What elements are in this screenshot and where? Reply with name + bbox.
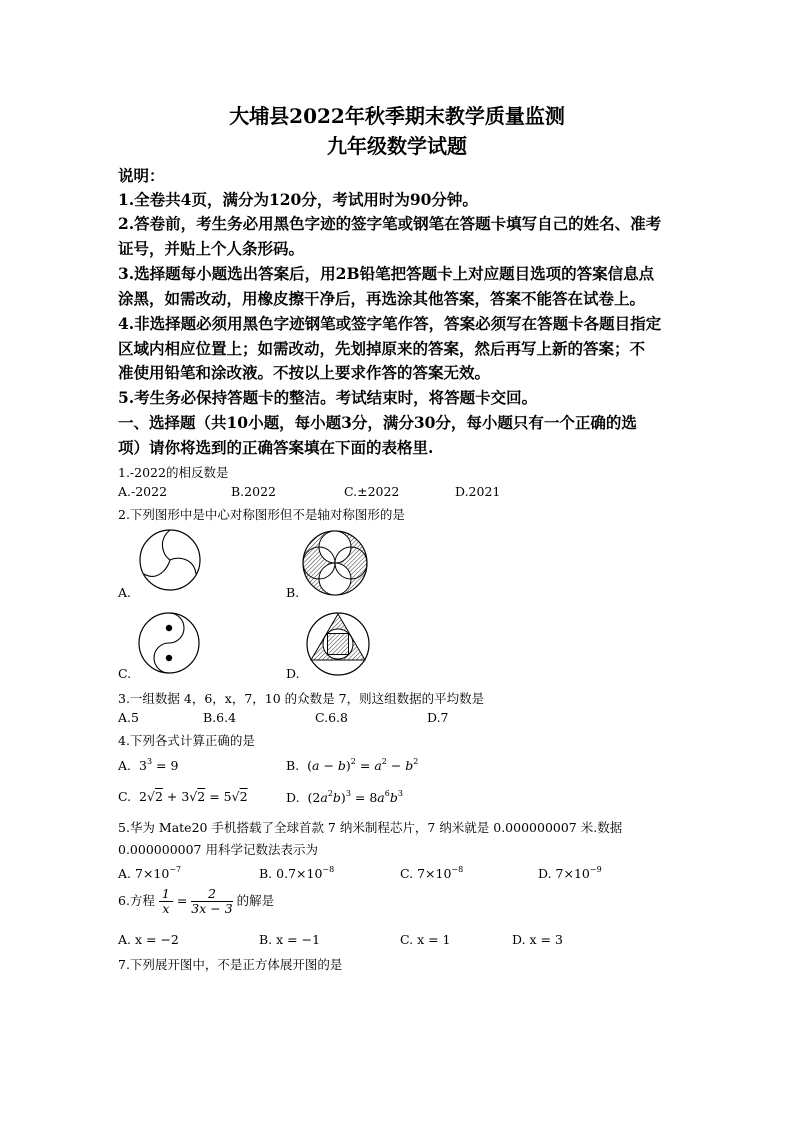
- q4-option-d-formula: $(2a^2b)^3 = 8a^6b^3$: [303, 789, 403, 805]
- section1-line-2: 项）请你将选到的正确答案填在下面的表格里.: [118, 438, 434, 457]
- q4-option-c-label: C.: [118, 789, 132, 804]
- q2-label-a: A.: [118, 585, 132, 600]
- instruction-line-2a: 2.答卷前，考生务必用黑色字迹的签字笔或钢笔在答题卡填写自己的姓名、准考: [118, 214, 662, 233]
- instruction-line-4b: 区域内相应位置上；如需改动，先划掉原来的答案，然后再写上新的答案；不: [118, 339, 646, 358]
- q3-stem: 3.一组数据 4，6，x，7，10 的众数是 7，则这组数据的平均数是: [118, 691, 485, 706]
- q6-option-a: A. x = −2: [118, 932, 179, 947]
- q6-rhs-fraction: [191, 887, 232, 916]
- q2-figure-b: [300, 528, 370, 598]
- q6-stem-prefix: 6.方程: [118, 893, 155, 908]
- q1-stem: 1.-2022的相反数是: [118, 465, 229, 480]
- q5-option-d-exp: −9: [589, 865, 602, 874]
- q5-option-b-label: B.: [259, 866, 273, 881]
- q6-option-c: C. x = 1: [400, 932, 451, 947]
- q4-option-b-label: B.: [286, 758, 300, 773]
- q6-lhs-denominator: x: [162, 901, 170, 916]
- q5-option-a-label: A.: [118, 866, 132, 881]
- q5-option-a-base: 7×10: [135, 866, 170, 881]
- instruction-line-5: 5.考生务必保持答题卡的整洁。考试结束时，将答题卡交回。: [118, 388, 538, 407]
- instruction-line-3a: 3.选择题每小题选出答案后，用2B铅笔把答题卡上对应题目选项的答案信息点: [118, 264, 655, 283]
- q6-lhs-fraction: [159, 887, 173, 916]
- q6-option-b: B. x = −1: [259, 932, 321, 947]
- q3-option-b: B.6.4: [203, 710, 237, 725]
- q5-option-b: [259, 865, 334, 881]
- q1-option-c: C.±2022: [344, 484, 400, 499]
- q4-option-c: [118, 789, 248, 804]
- q4-option-d-label: D.: [286, 790, 300, 805]
- instruction-line-1: 1.全卷共4页，满分为120分，考试用时为90分钟。: [118, 190, 478, 209]
- q5-stem-line-2: 0.000000007 用科学记数法表示为: [118, 842, 318, 857]
- q1-option-a: A.-2022: [118, 484, 168, 499]
- q5-option-c: [400, 865, 463, 881]
- q5-option-c-exp: −8: [451, 865, 464, 874]
- q2-label-b: B.: [286, 585, 300, 600]
- q2-figure-d: [304, 610, 372, 678]
- q4-option-c-formula: 2√2 + 3√2 = 5√2: [135, 789, 248, 804]
- instruction-line-4a: 4.非选择题必须用黑色字迹钢笔或签字笔作答，答案必须写在答题卡各题目指定: [118, 314, 662, 333]
- instruction-line-2b: 证号，并贴上个人条形码。: [118, 239, 305, 258]
- q5-option-d: [538, 865, 602, 881]
- q4-stem: 4.下列各式计算正确的是: [118, 733, 255, 748]
- q5-option-d-base: 7×10: [555, 866, 590, 881]
- q2-figure-a: [136, 528, 204, 592]
- q5-stem-line-1: 5.华为 Mate20 手机搭载了全球首款 7 纳米制程芯片，7 纳米就是 0.000000007 米.数据: [118, 820, 623, 835]
- q2-figure-c: [136, 610, 202, 676]
- q5-option-a: [118, 865, 181, 881]
- q6-rhs-numerator: 2: [191, 887, 232, 902]
- q4-option-b-formula: $(a - b)^2 = a^2 - b^2$: [303, 757, 419, 773]
- q1-option-d: D.2021: [455, 484, 501, 499]
- page-subtitle: 九年级数学试题: [327, 134, 467, 158]
- section1-line-1: 一、选择题（共10小题，每小题3分，满分30分，每小题只有一个正确的选: [118, 413, 637, 432]
- q6-option-d: D. x = 3: [512, 932, 563, 947]
- instruction-line-3b: 涂黑，如需改动，用橡皮擦干净后，再选涂其他答案，答案不能答在试卷上。: [118, 289, 646, 308]
- q2-label-d: D.: [286, 666, 300, 681]
- q4-option-b: [286, 757, 418, 773]
- q6-stem-suffix: 的解是: [236, 893, 275, 908]
- q3-option-c: C.6.8: [315, 710, 348, 725]
- q5-option-c-base: 7×10: [417, 866, 452, 881]
- q5-option-d-label: D.: [538, 866, 552, 881]
- q5-option-c-label: C.: [400, 866, 414, 881]
- q2-label-c: C.: [118, 666, 132, 681]
- q5-option-a-exp: −7: [169, 865, 182, 874]
- q4-option-a-formula: $3^3 = 9$: [135, 757, 179, 773]
- q4-option-a-label: A.: [118, 758, 132, 773]
- instructions-heading: 说明：: [118, 166, 165, 185]
- instruction-line-4c: 准使用铅笔和涂改液。不按以上要求作答的答案无效。: [118, 363, 491, 382]
- q3-option-d: D.7: [427, 710, 449, 725]
- q3-option-a: A.5: [118, 710, 139, 725]
- q5-option-b-exp: −8: [322, 865, 335, 874]
- q6-stem: 6.方程 $\frac{1}{x}$ = $\frac{2}{3x - 3}$ 的解是: [118, 886, 275, 916]
- q2-stem: 2.下列图形中是中心对称图形但不是轴对称图形的是: [118, 507, 405, 522]
- q5-option-b-base: 0.7×10: [276, 866, 323, 881]
- page-title: 大埔县2022年秋季期末教学质量监测: [229, 104, 565, 128]
- q4-option-a: [118, 757, 178, 773]
- q6-lhs-numerator: 1: [159, 887, 173, 902]
- q1-option-b: B.2022: [231, 484, 276, 499]
- q4-option-d: [286, 789, 403, 805]
- q7-stem: 7.下列展开图中，不是正方体展开图的是: [118, 957, 343, 972]
- q6-rhs-denominator: 3x − 3: [191, 901, 233, 916]
